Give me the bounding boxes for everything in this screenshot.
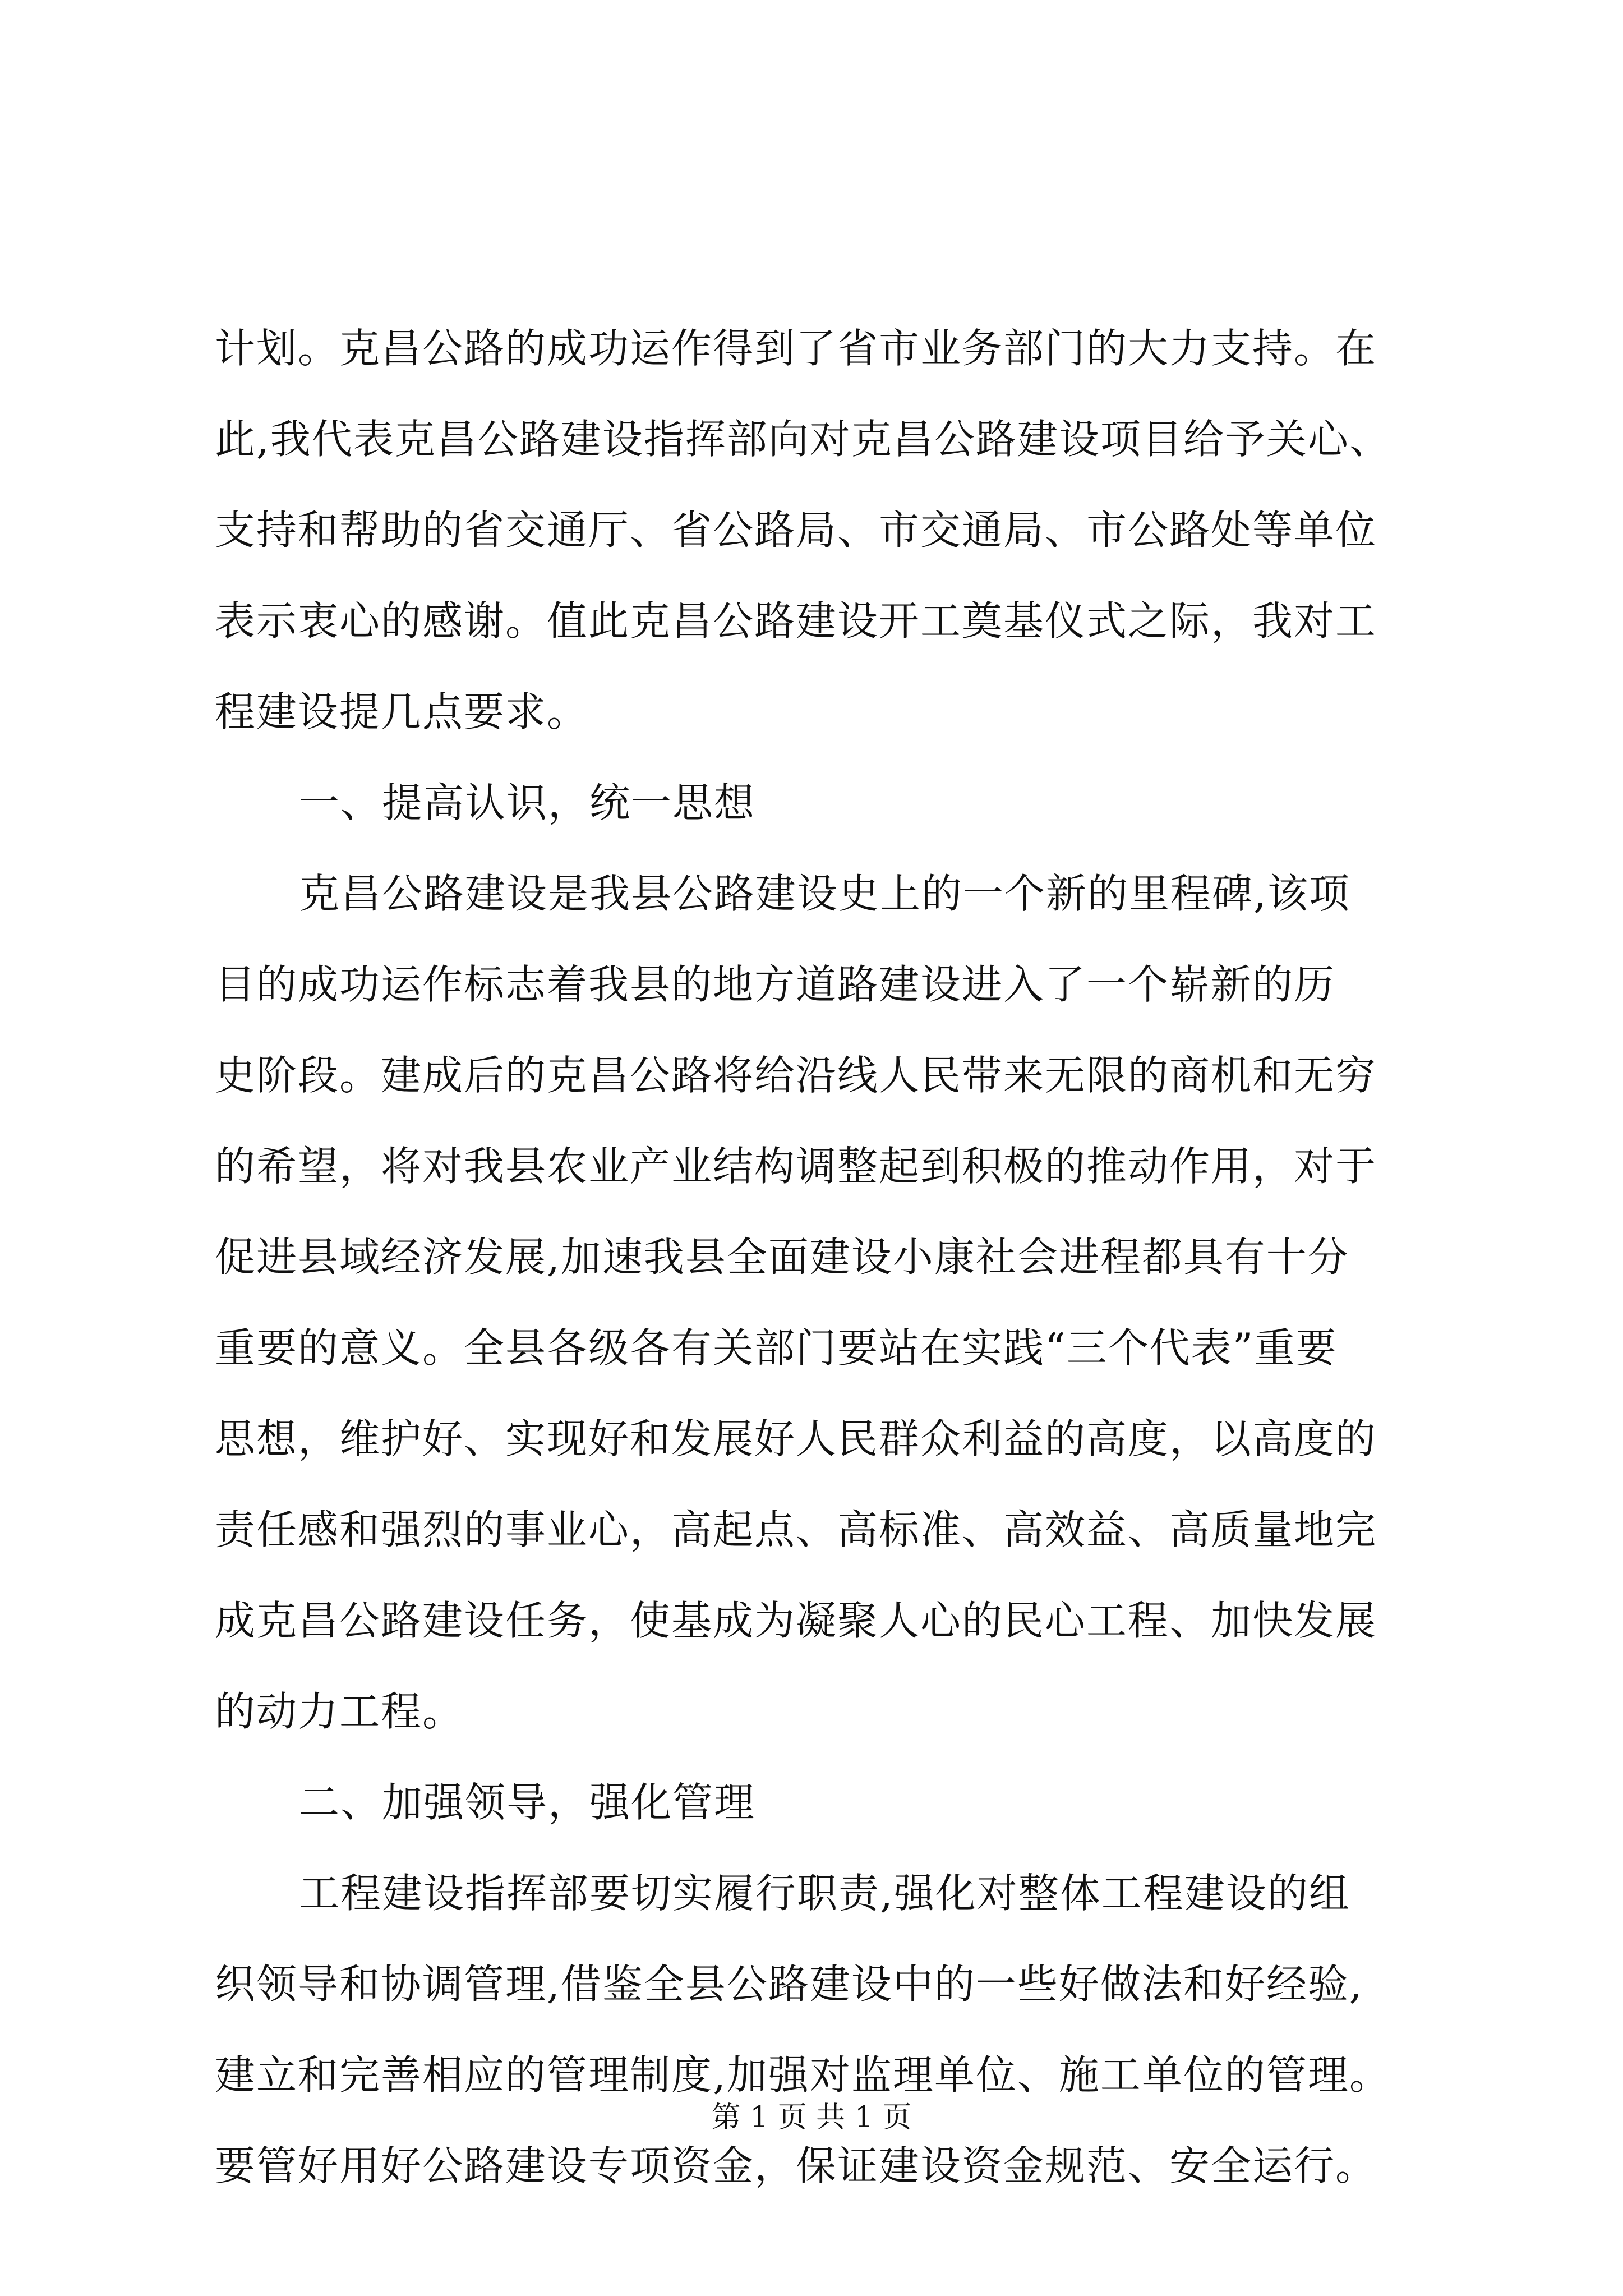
text-line: 织领导和协调管理,借鉴全县公路建设中的一些好做法和好经验, bbox=[215, 1961, 1363, 2008]
text-line: 计划。克昌公路的成功运作得到了省市业务部门的大力支持。在 bbox=[215, 325, 1377, 372]
text-line: 思想，维护好、实现好和发展好人民群众利益的高度，以高度的 bbox=[215, 1415, 1377, 1462]
text-line: 责任感和强烈的事业心，高起点、高标准、高效益、高质量地完 bbox=[215, 1506, 1377, 1553]
text-line: 支持和帮助的省交通厅、省公路局、市交通局、市公路处等单位 bbox=[215, 507, 1377, 554]
page-footer: 第 1 页 共 1 页 bbox=[711, 2101, 912, 2134]
text-line: 程建设提几点要求。 bbox=[215, 688, 589, 735]
section-heading-1: 一、提高认识，统一思想 bbox=[299, 779, 756, 826]
text-line: 成克昌公路建设任务，使基成为凝聚人心的民心工程、加快发展 bbox=[215, 1597, 1377, 1644]
text-line: 的希望，将对我县农业产业结构调整起到积极的推动作用，对于 bbox=[215, 1143, 1377, 1190]
text-line: 促进县域经济发展,加速我县全面建设小康社会进程都具有十分 bbox=[215, 1234, 1349, 1281]
text-line: 表示衷心的感谢。值此克昌公路建设开工奠基仪式之际，我对工 bbox=[215, 597, 1377, 645]
text-line: 史阶段。建成后的克昌公路将给沿线人民带来无限的商机和无穷 bbox=[215, 1052, 1377, 1099]
document-body bbox=[215, 303, 1421, 2211]
text-line: 目的成功运作标志着我县的地方道路建设进入了一个崭新的历 bbox=[215, 961, 1336, 1008]
text-line: 要管好用好公路建设专项资金，保证建设资金规范、安全运行。 bbox=[215, 2142, 1377, 2189]
paragraph-start: 工程建设指挥部要切实履行职责,强化对整体工程建设的组 bbox=[299, 1870, 1350, 1917]
text-line: 重要的意义。全县各级各有关部门要站在实践“三个代表”重要 bbox=[215, 1324, 1338, 1372]
text-line: 的动力工程。 bbox=[215, 1688, 464, 1735]
text-line: 此,我代表克昌公路建设指挥部向对克昌公路建设项目给予关心、 bbox=[215, 416, 1391, 463]
section-heading-2: 二、加强领导，强化管理 bbox=[299, 1779, 756, 1826]
text-line: 建立和完善相应的管理制度,加强对监理单位、施工单位的管理。 bbox=[215, 2051, 1391, 2099]
paragraph-start: 克昌公路建设是我县公路建设史上的一个新的里程碑,该项 bbox=[299, 870, 1350, 917]
